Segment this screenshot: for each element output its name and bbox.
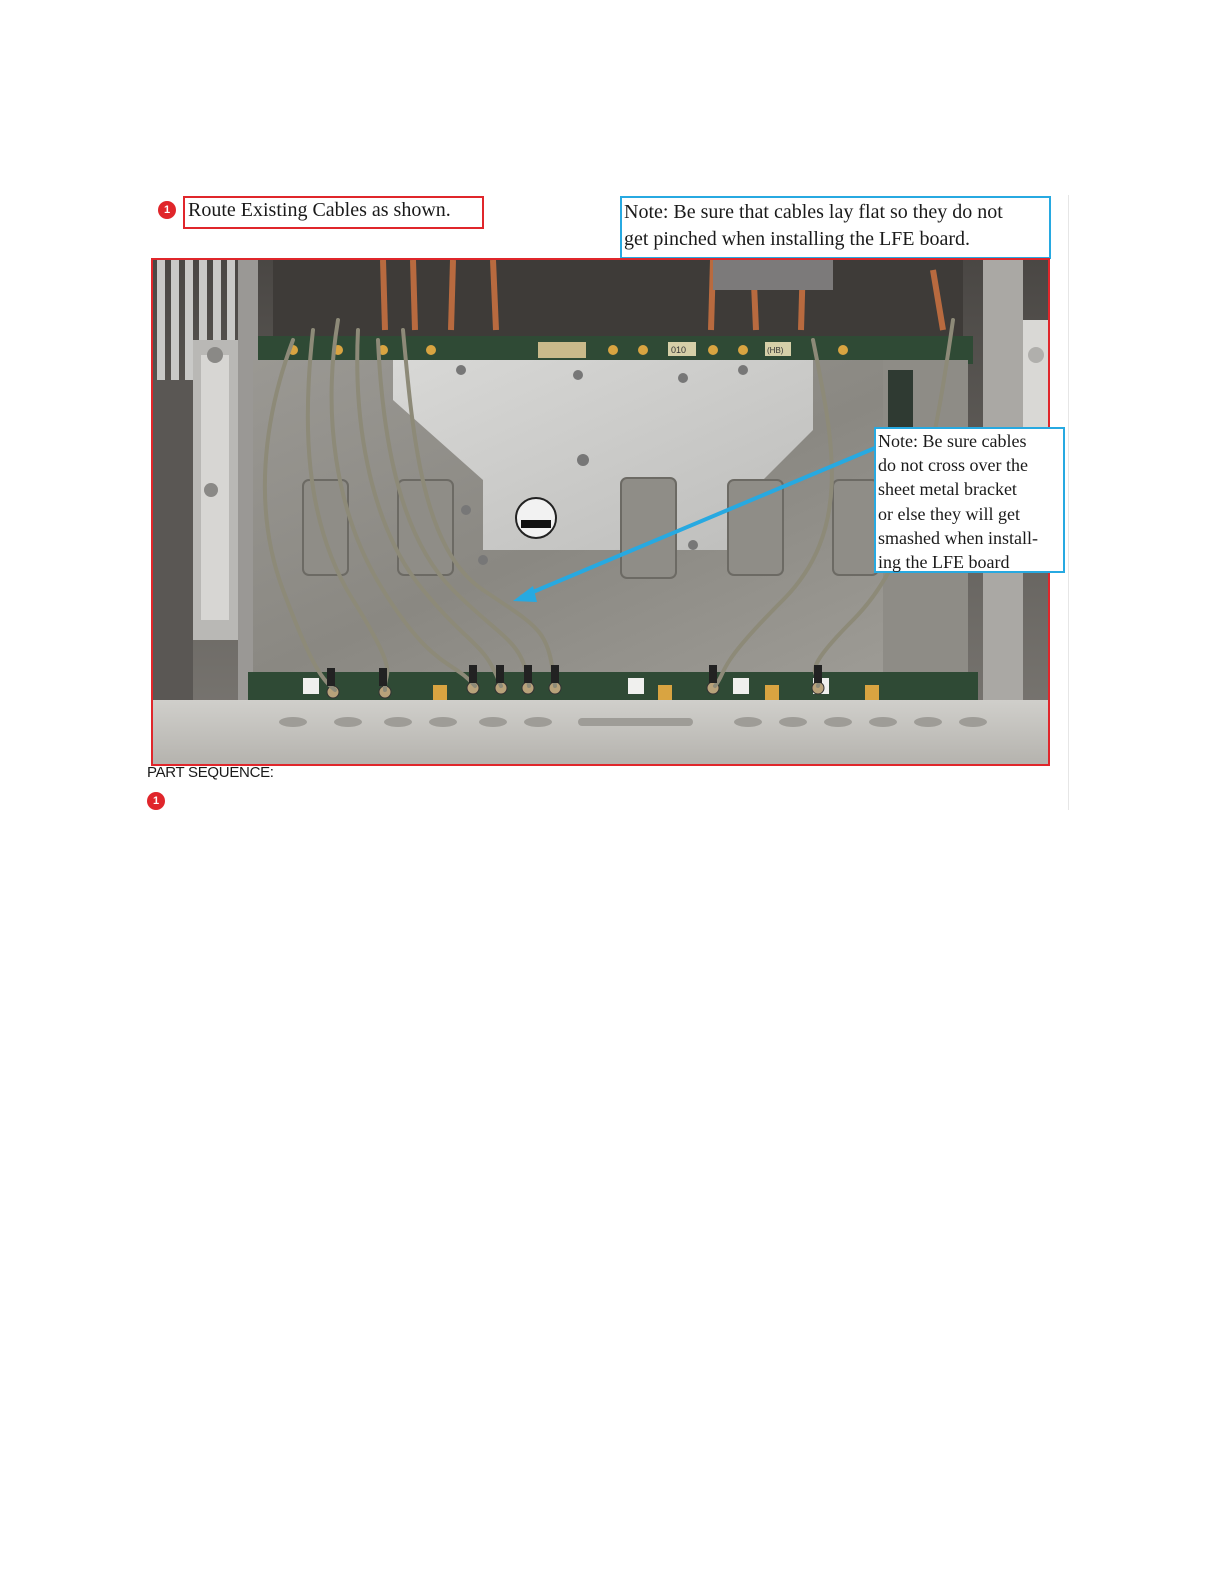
page-margin-rule <box>1068 195 1069 810</box>
note-top-line-1: Note: Be sure that cables lay flat so they do not <box>624 201 1003 223</box>
note-side-line-5: smashed when install- <box>878 527 1038 548</box>
step-instruction-callout <box>183 196 484 229</box>
board-label-hb: (HB) <box>767 346 784 355</box>
step-instruction-text: Route Existing Cables as shown. <box>188 199 451 221</box>
board-label-010: 010 <box>671 345 687 355</box>
note-side-line-6: ing the LFE board <box>878 552 1010 573</box>
part-sequence-number-badge: 1 <box>147 792 165 810</box>
note-callout-side <box>874 427 1065 573</box>
note-side-line-2: do not cross over the <box>878 455 1028 476</box>
note-side-line-3: sheet metal bracket <box>878 479 1017 500</box>
note-callout-top <box>620 196 1051 259</box>
note-top-line-2: get pinched when installing the LFE board. <box>624 228 971 250</box>
note-side-line-1: Note: Be sure cables <box>878 431 1027 451</box>
note-side-line-4: or else they will get <box>878 503 1020 524</box>
part-sequence-label: PART SEQUENCE: <box>147 764 274 781</box>
step-number-badge: 1 <box>158 201 176 219</box>
